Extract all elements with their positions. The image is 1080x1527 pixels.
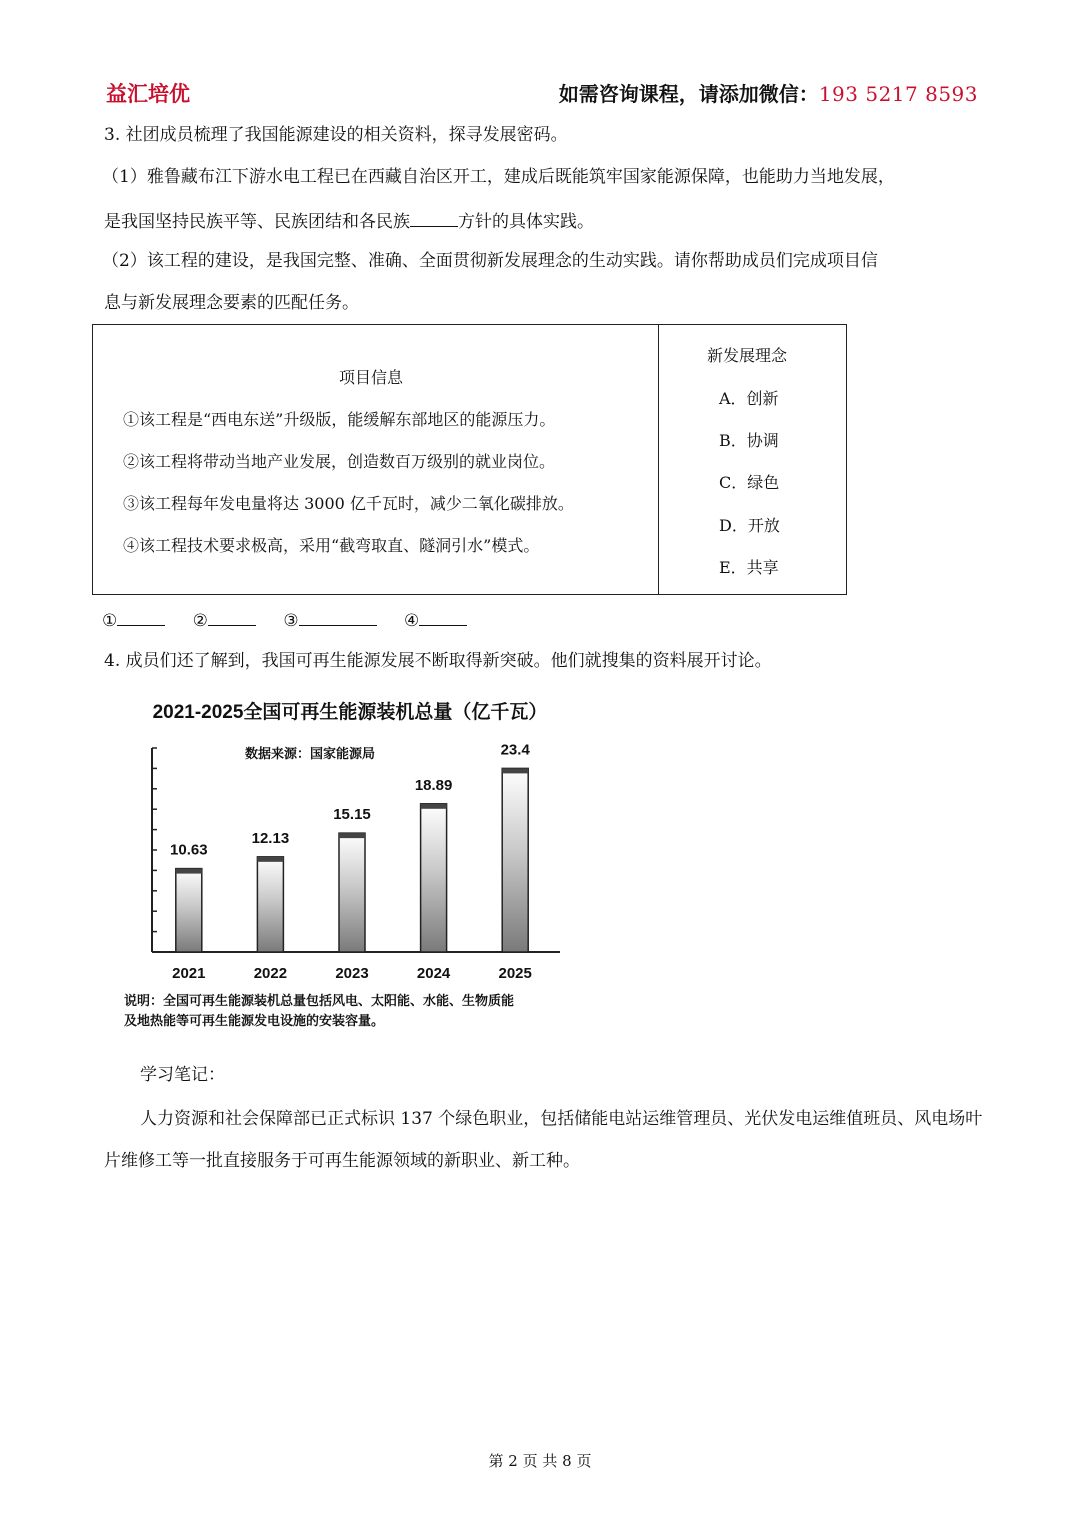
- chart-svg: [120, 690, 580, 1035]
- bar-cap-2025: [502, 768, 528, 773]
- bar-cap-2023: [339, 833, 365, 838]
- x-tick-label: 2024: [416, 965, 451, 982]
- answer-4-label: ④: [403, 611, 420, 631]
- bar-value-label: 10.63: [170, 841, 208, 859]
- concept-option-d: D．开放: [719, 516, 780, 535]
- q3-part1-text-b: 方针的具体实践。: [458, 212, 594, 232]
- bar-value-label: 23.4: [500, 741, 530, 759]
- x-tick-label: 2022: [253, 965, 288, 982]
- answer-2-label: ②: [192, 611, 208, 631]
- bar-cap-2021: [176, 869, 202, 874]
- answer-2-blank[interactable]: [208, 607, 256, 626]
- q3-part1-text-a: 是我国坚持民族平等、民族团结和各民族: [104, 212, 410, 232]
- notes-body: 人力资源和社会保障部已正式标识 137 个绿色职业，包括储能电站运维管理员、光伏发电运维值班员、风电场叶片维修工等一批直接服务于可再生能源领域的新职业、新工种。: [104, 1109, 983, 1171]
- concept-option-e: E．共享: [719, 558, 779, 577]
- answer-3: [283, 611, 376, 631]
- contact-info: [559, 78, 978, 107]
- answer-line: [102, 607, 489, 631]
- answer-4-blank[interactable]: [419, 607, 467, 626]
- bar-value-label: 12.13: [251, 829, 290, 847]
- renewable-capacity-chart: [120, 690, 580, 1035]
- contact-prefix: 如需咨询课程，请添加微信：: [558, 82, 819, 106]
- concept-cell: [659, 325, 847, 595]
- bar-2024: [421, 804, 447, 952]
- project-item-1: ①该工程是“西电东送”升级版，能缓解东部地区的能源压力。: [123, 410, 556, 429]
- bar-2025: [502, 768, 528, 952]
- concept-option-b: B．协调: [719, 431, 779, 450]
- brand-name: 益汇培优: [106, 81, 190, 106]
- q3-part1-line2: [104, 208, 594, 233]
- bar-value-label: 18.89: [414, 776, 453, 794]
- q3-part1-blank[interactable]: [410, 208, 458, 227]
- chart-note-line2: 及地热能等可再生能源发电设施的安装容量。: [124, 1013, 385, 1028]
- chart-title: 2021-2025全国可再生能源装机总量（亿千瓦）: [152, 702, 548, 723]
- project-item-3: ③该工程每年发电量将达 3000 亿千瓦时，减少二氧化碳排放。: [123, 494, 574, 513]
- q3-part2-line1: （2）该工程的建设，是我国完整、准确、全面贯彻新发展理念的生动实践。请你帮助成员们完成项目信: [102, 251, 878, 271]
- answer-4: [404, 611, 467, 631]
- answer-1-label: ①: [102, 611, 118, 631]
- contact-phone: 193 5217 8593: [818, 82, 978, 106]
- answer-2: [193, 611, 256, 631]
- bar-2023: [339, 833, 365, 952]
- bar-value-label: 15.15: [333, 806, 371, 824]
- q3-part2-line2: 息与新发展理念要素的匹配任务。: [104, 293, 359, 313]
- x-tick-label: 2023: [335, 965, 369, 982]
- project-info-cell: [93, 325, 659, 595]
- concept-header: 新发展理念: [707, 346, 788, 365]
- page-number: 第 2 页 共 8 页: [488, 1452, 592, 1470]
- answer-1: [102, 611, 165, 631]
- answer-3-label: ③: [283, 611, 299, 631]
- bar-cap-2024: [421, 804, 447, 809]
- page-header: [106, 78, 978, 112]
- q4-intro: 4. 成员们还了解到，我国可再生能源发展不断取得新突破。他们就搜集的资料展开讨论。: [104, 651, 772, 671]
- concept-option-c: C．绿色: [719, 473, 780, 492]
- chart-source: 数据来源：国家能源局: [244, 746, 376, 761]
- answer-1-blank[interactable]: [117, 607, 165, 626]
- chart-note-line1: 说明：全国可再生能源装机总量包括风电、太阳能、水能、生物质能: [124, 993, 515, 1008]
- bar-2022: [257, 857, 283, 952]
- x-tick-label: 2021: [172, 965, 206, 982]
- bar-cap-2022: [257, 857, 283, 862]
- chart-bars: [170, 741, 532, 982]
- project-item-4: ④该工程技术要求极高，采用“截弯取直、隧洞引水”模式。: [123, 536, 540, 555]
- q3-intro: 3. 社团成员梳理了我国能源建设的相关资料，探寻发展密码。: [104, 125, 568, 145]
- bar-2021: [176, 869, 202, 952]
- matching-table: [92, 324, 847, 595]
- answer-3-blank[interactable]: [299, 607, 377, 626]
- project-item-2: ②该工程将带动当地产业发展，创造数百万级别的就业岗位。: [123, 452, 556, 471]
- x-tick-label: 2025: [498, 965, 532, 982]
- concept-option-a: A．创新: [719, 389, 779, 408]
- project-info-header: 项目信息: [339, 368, 404, 387]
- notes-title: 学习笔记：: [140, 1065, 225, 1085]
- q3-part1-line1: （1）雅鲁藏布江下游水电工程已在西藏自治区开工，建成后既能筑牢国家能源保障，也能助力当地发展，: [102, 167, 895, 187]
